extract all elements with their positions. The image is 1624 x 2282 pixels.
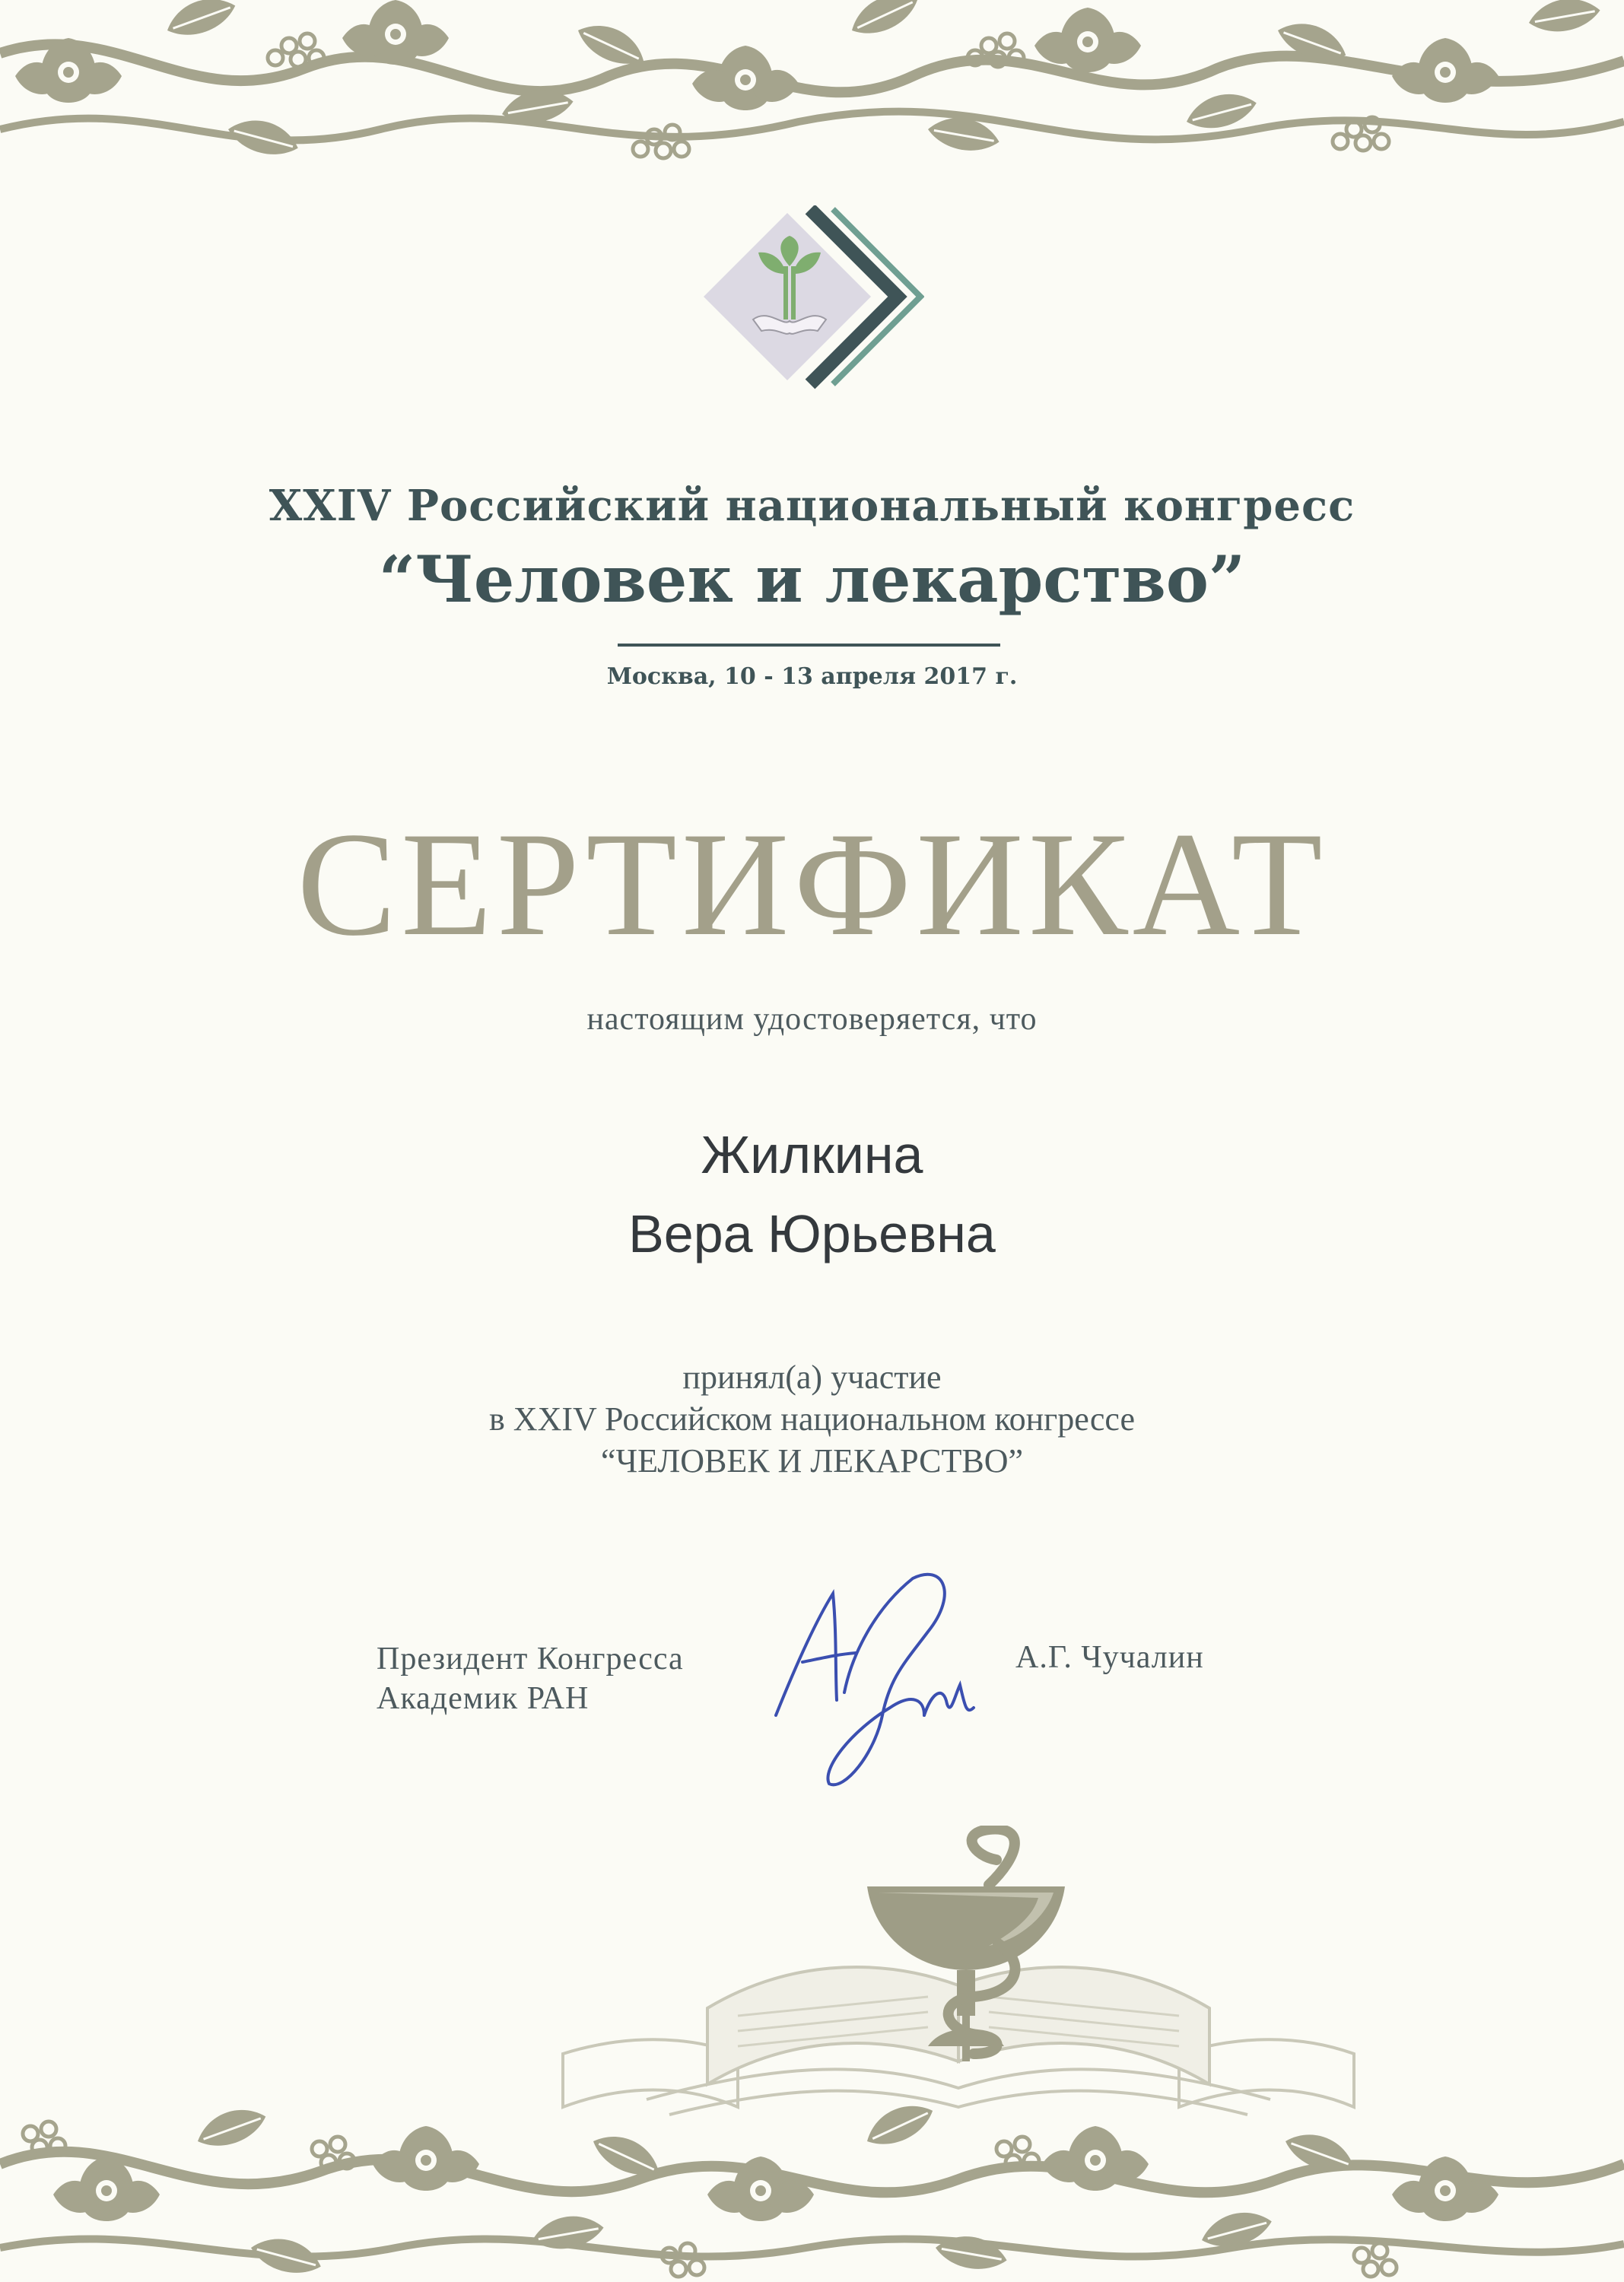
handwritten-signature [761, 1563, 989, 1807]
certificate-title: СЕРТИФИКАТ [297, 802, 1327, 967]
place-date: Москва, 10 - 13 апреля 2017 г. [606, 663, 1018, 690]
congress-title-line2: “Человек и лекарство” [378, 542, 1246, 617]
recipient-given-names: Вера Юрьевна [628, 1204, 996, 1263]
signatory-position-line2: Академик РАН [377, 1681, 590, 1716]
signatory-position-line1: Президент Конгресса [377, 1642, 684, 1677]
bowl-of-hygieia-with-books-icon [532, 1826, 1384, 2130]
participation-line-2: в XXIV Российском национальном конгрессе [489, 1400, 1135, 1438]
congress-logo-icon [696, 205, 924, 392]
top-ornament-border [0, 0, 1624, 179]
participation-line-3: “ЧЕЛОВЕК И ЛЕКАРСТВО” [600, 1442, 1024, 1479]
recipient-surname: Жилкина [701, 1125, 923, 1184]
signatory-name: А.Г. Чучалин [1015, 1640, 1204, 1675]
signatory-position [377, 1639, 684, 1718]
bottom-ornament-border [0, 2088, 1624, 2282]
title-divider [618, 644, 1000, 647]
certifies-text: настоящим удостоверяется, что [586, 1002, 1038, 1037]
participation-line-1: принял(а) участие [682, 1359, 942, 1396]
congress-title-line1: XXIV Российский национальный конгресс [269, 481, 1355, 531]
